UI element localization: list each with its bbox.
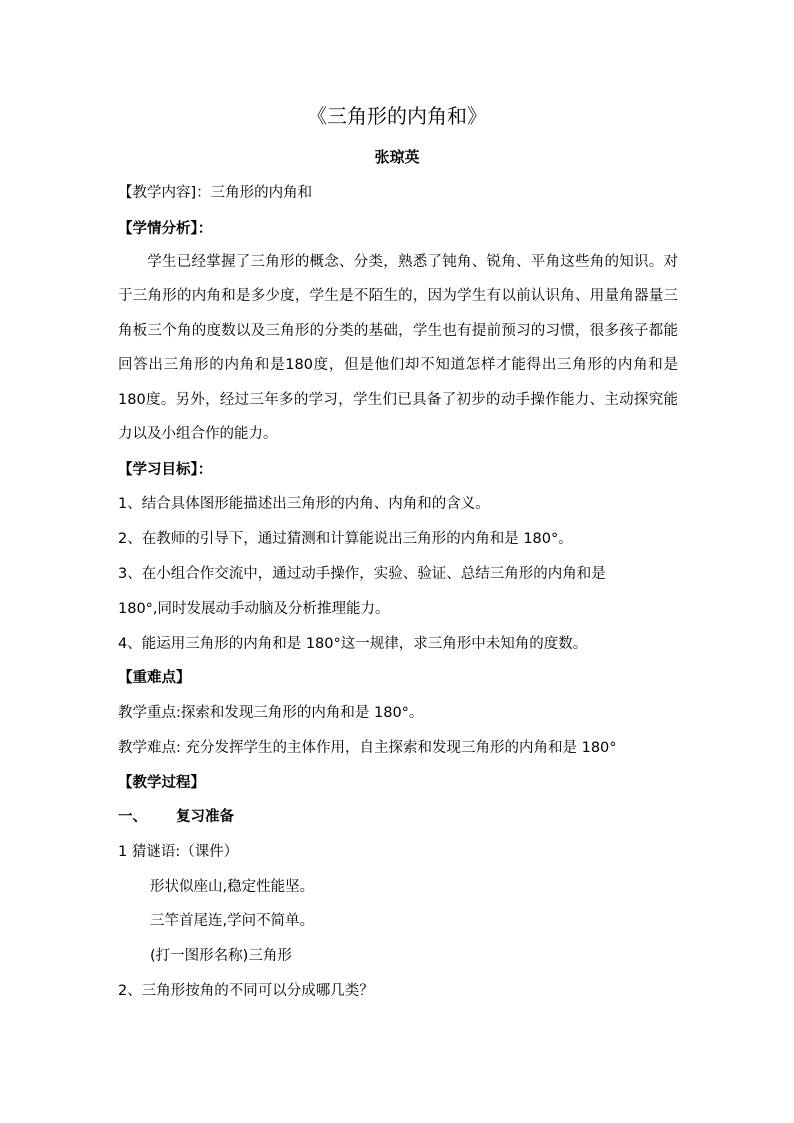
section1-number: 一、 [118, 809, 147, 825]
riddle-line: 形状似座山,稳定性能坚。 [150, 879, 315, 895]
analysis-paragraph-text: 学生已经掌握了三角形的概念、分类，熟悉了钝角、锐角、平角这些角的知识。对于三角形的内角和是多少度，学生是不陌生的，因为学生有以前认识角、用量角器量三角板三个角的度数以及三角形的分类的基础，学生也有提前预习的习惯，很多孩子都能回答出三角形的内角和是180度，但是他们却不知道怎样才能得出三角形的内角和是180度。另外，经过三年多的学习，学生们已具备了初步的动手操作能力、主动探究能力以及小组合作的能力。 [118, 254, 678, 443]
key-point-text: 教学重点:探索和发现三角形的内角和是 180°。 [118, 705, 424, 721]
difficulty-text: 教学难点: 充分发挥学生的主体作用，自主探索和发现三角形的内角和是 180° [118, 740, 617, 756]
riddle-heading: 1 猜谜语:（课件） [118, 844, 239, 860]
objective-item: 3、在小组合作交流中，通过动手操作，实验、验证、总结三角形的内角和是 [118, 566, 606, 582]
objective-item: 2、在教师的引导下，通过猜测和计算能说出三角形的内角和是 180°。 [118, 531, 573, 547]
riddle-answer: (打一图形名称)三角形 [150, 948, 292, 964]
analysis-heading: 【学情分析】： [118, 221, 213, 237]
key-points-heading: 【重难点】 [118, 670, 191, 686]
content-heading: 【教学内容]：三角形的内角和 [118, 185, 313, 201]
objective-item: 4、能运用三角形的内角和是 180°这一规律，求三角形中未知角的度数。 [118, 636, 588, 652]
section1-title: 复习准备 [176, 809, 234, 825]
author-name: 张琼英 [374, 148, 420, 166]
question-2: 2、三角形按角的不同可以分成哪几类？ [118, 983, 374, 999]
objective-item: 1、结合具体图形能描述出三角形的内角、内角和的含义。 [118, 496, 490, 512]
document-title: 《三角形的内角和》 [307, 104, 487, 128]
objective-item-continued: 180°,同时发展动手动脑及分析推理能力。 [118, 601, 390, 617]
process-heading: 【教学过程】 [118, 775, 205, 791]
riddle-line: 三竿首尾连,学问不简单。 [150, 913, 315, 929]
analysis-paragraph [118, 245, 678, 451]
objectives-heading: 【学习目标】： [118, 462, 213, 478]
